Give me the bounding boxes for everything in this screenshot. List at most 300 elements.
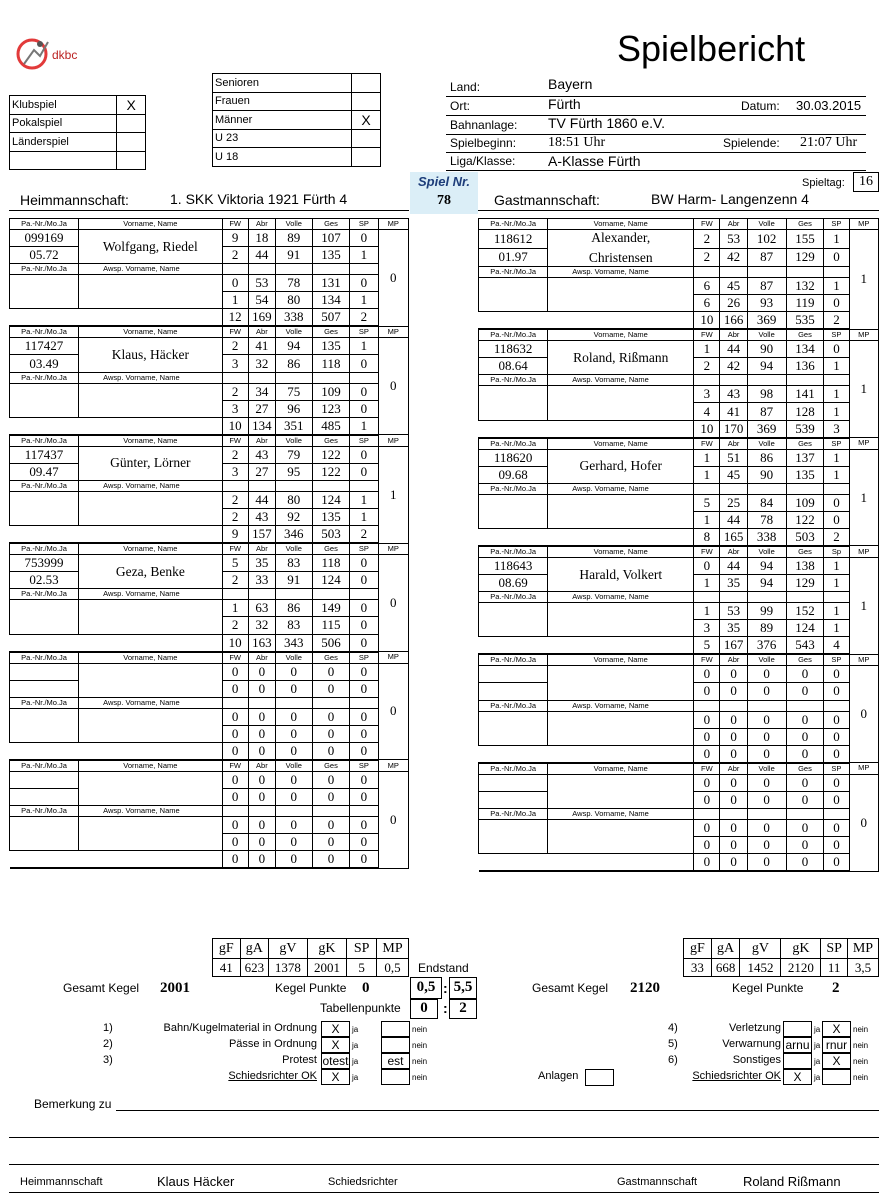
- sum-cell: 0: [312, 742, 350, 760]
- score-cell: 124: [312, 572, 350, 589]
- empty-cell: [786, 267, 824, 278]
- score-cell: 35: [248, 555, 275, 572]
- ja-checkbox[interactable]: [783, 1053, 812, 1069]
- check-number: 1): [103, 1022, 113, 1034]
- sum-cell: 167: [720, 637, 747, 655]
- score-cell: 2: [222, 617, 248, 634]
- empty-cell: [747, 592, 786, 603]
- totals-value: 11: [821, 959, 848, 977]
- col-header-abr: Abr: [720, 763, 747, 775]
- nein-label: nein: [853, 1025, 869, 1034]
- birth-year: 03.49: [10, 355, 79, 372]
- totals-value: 3,5: [847, 959, 878, 977]
- score-cell: 1: [824, 575, 849, 592]
- ja-label: ja: [352, 1073, 359, 1082]
- col-header-sp_alt: Sp: [824, 546, 849, 558]
- player-header-row: [479, 654, 879, 666]
- pass-number: 118620: [479, 449, 548, 466]
- score-cell: 5: [222, 555, 248, 572]
- sum-cell: 10: [222, 634, 248, 652]
- sum-cell: 0: [350, 742, 378, 760]
- col-header-ges: Ges: [786, 654, 824, 666]
- score-cell: 0: [350, 383, 378, 400]
- category-row: [213, 111, 381, 130]
- score-cell: 3: [694, 620, 720, 637]
- totals-value: 41: [213, 959, 241, 977]
- match-point: 0: [378, 771, 408, 868]
- player-row: [479, 449, 879, 466]
- score-cell: 5: [694, 494, 720, 511]
- empty-cell: [350, 806, 378, 817]
- score-cell: 149: [312, 600, 350, 617]
- score-cell: 0: [694, 836, 720, 853]
- pass-number: [10, 771, 79, 788]
- col-header-sp: SP: [350, 435, 378, 447]
- score-cell: 1: [350, 509, 378, 526]
- sum-cell: 0: [350, 634, 378, 652]
- empty-cell: [79, 851, 222, 869]
- check-label: Pässe in Ordnung: [228, 1038, 317, 1050]
- score-cell: 75: [275, 383, 312, 400]
- check-label: Sonstiges: [732, 1054, 781, 1066]
- col-header-volle: Volle: [275, 326, 312, 338]
- player-sum-row: [10, 526, 409, 544]
- empty-cell: [824, 808, 849, 819]
- score-cell: 25: [720, 494, 747, 511]
- nein-label: nein: [853, 1073, 869, 1082]
- score-cell: 44: [248, 247, 275, 264]
- col-header-volle: Volle: [747, 438, 786, 450]
- nein-checkbox[interactable]: rnur: [822, 1037, 851, 1053]
- col-header-ges: Ges: [786, 763, 824, 775]
- empty-cell: [479, 420, 548, 438]
- player-sum-row: [479, 637, 879, 655]
- score-cell: 0: [824, 774, 849, 791]
- score-cell: 134: [312, 292, 350, 309]
- ja-label: ja: [814, 1073, 821, 1082]
- col-header-fw: FW: [694, 763, 720, 775]
- score-cell: 1: [350, 292, 378, 309]
- empty-cell: [350, 589, 378, 600]
- score-cell: 129: [786, 575, 824, 592]
- nein-checkbox[interactable]: X: [822, 1021, 851, 1037]
- check-label: Schiedsrichter OK: [692, 1070, 781, 1082]
- sum-cell: 369: [747, 312, 786, 330]
- player-row: [10, 230, 409, 247]
- nein-checkbox[interactable]: [822, 1069, 851, 1085]
- empty-cell: [222, 372, 248, 383]
- ja-checkbox[interactable]: arnu: [783, 1037, 812, 1053]
- nein-checkbox[interactable]: X: [822, 1053, 851, 1069]
- score-cell: 132: [786, 278, 824, 295]
- empty-cell: [720, 375, 747, 386]
- ja-label: ja: [352, 1025, 359, 1034]
- game-type-checkbox[interactable]: [117, 151, 146, 170]
- score-cell: 129: [786, 248, 824, 267]
- player-header-row: [10, 760, 409, 772]
- col-header-ges: Ges: [786, 438, 824, 450]
- col-header-fw: FW: [222, 219, 248, 230]
- guest-kp-value: 2: [832, 980, 840, 996]
- sum-cell: 535: [786, 312, 824, 330]
- score-cell: 35: [720, 575, 747, 592]
- guest-gesamt-label: Gesamt Kegel: [532, 981, 609, 995]
- birth-year: [10, 680, 79, 697]
- col-header-ges: Ges: [312, 435, 350, 447]
- ja-checkbox[interactable]: [783, 1021, 812, 1037]
- score-cell: 0: [786, 666, 824, 683]
- category-checkbox[interactable]: X: [352, 111, 381, 130]
- ja-checkbox[interactable]: X: [321, 1069, 350, 1085]
- home-kp-label: Kegel Punkte: [275, 981, 347, 995]
- check-label: Schiedsrichter OK: [228, 1070, 317, 1082]
- col-header-pass: Pa.-Nr./Mo.Ja: [479, 267, 548, 278]
- game-type-checkbox[interactable]: [117, 114, 146, 133]
- spieltag-value: 16: [859, 174, 873, 189]
- match-point: 0: [849, 666, 878, 763]
- col-header-fw: FW: [694, 654, 720, 666]
- col-header-pass: Pa.-Nr./Mo.Ja: [479, 483, 548, 494]
- category-row: [213, 74, 381, 93]
- score-cell: 135: [312, 338, 350, 355]
- score-cell: 0: [824, 819, 849, 836]
- player-header-row: [10, 219, 409, 230]
- player-name-text: Gerhard, Hofer: [579, 458, 662, 474]
- score-cell: 0: [786, 774, 824, 791]
- sum-cell: 0: [275, 742, 312, 760]
- tp-label: Tabellenpunkte: [320, 1001, 401, 1015]
- score-cell: 0: [312, 663, 350, 680]
- sum-cell: 0: [312, 851, 350, 869]
- totals-label: gF: [684, 939, 712, 959]
- birth-year: 09.68: [479, 466, 548, 483]
- sum-cell: 2: [824, 312, 849, 330]
- score-cell: 155: [786, 230, 824, 249]
- check-label: Protest: [282, 1054, 317, 1066]
- sum-cell: 0: [694, 745, 720, 763]
- anlagen-label: Anlagen: [538, 1070, 579, 1082]
- score-cell: 0: [248, 663, 275, 680]
- nein-label: nein: [853, 1041, 869, 1050]
- score-cell: 0: [747, 666, 786, 683]
- empty-cell: [786, 483, 824, 494]
- pass-number: [479, 774, 548, 791]
- score-cell: 9: [222, 230, 248, 247]
- player-row: [479, 774, 879, 791]
- category-row: [213, 92, 381, 111]
- substitute-header-row: [10, 806, 409, 817]
- col-header-name: Vorname, Name: [79, 326, 222, 338]
- score-cell: 79: [275, 446, 312, 463]
- check-label: Verwarnung: [722, 1038, 781, 1050]
- substitute-pass: [479, 603, 548, 637]
- bahn-label: Bahnanlage:: [450, 118, 518, 132]
- empty-cell: [720, 483, 747, 494]
- col-header-pass: Pa.-Nr./Mo.Ja: [479, 592, 548, 603]
- col-header-volle: Volle: [747, 329, 786, 341]
- sum-cell: 539: [786, 420, 824, 438]
- substitute-pass: [479, 711, 548, 745]
- sum-cell: 0: [824, 745, 849, 763]
- col-header-mp: MP: [378, 760, 408, 772]
- score-cell: 1: [824, 278, 849, 295]
- totals-label: SP: [821, 939, 848, 959]
- score-cell: 2: [222, 446, 248, 463]
- birth-year: 08.64: [479, 358, 548, 375]
- empty-cell: [747, 483, 786, 494]
- score-cell: 1: [694, 511, 720, 528]
- sum-cell: 0: [786, 854, 824, 872]
- nein-checkbox[interactable]: est: [381, 1053, 410, 1069]
- sum-cell: 165: [720, 528, 747, 546]
- score-cell: 89: [275, 230, 312, 247]
- sum-cell: 343: [275, 634, 312, 652]
- substitute-header-row: [479, 375, 879, 386]
- player-row: [10, 446, 409, 463]
- score-cell: 0: [824, 666, 849, 683]
- ja-checkbox[interactable]: otest: [322, 1054, 349, 1068]
- score-cell: 0: [222, 725, 248, 742]
- col-header-fw: FW: [222, 543, 248, 555]
- player-sum-row: [479, 528, 879, 546]
- col-header-pass: Pa.-Nr./Mo.Ja: [10, 326, 79, 338]
- category-checkbox[interactable]: [352, 74, 381, 93]
- sum-cell: 338: [747, 528, 786, 546]
- match-point: 1: [849, 557, 878, 654]
- game-type-checkbox[interactable]: X: [117, 96, 146, 115]
- land-label: Land:: [450, 80, 481, 94]
- empty-cell: [548, 854, 694, 872]
- score-cell: 0: [694, 666, 720, 683]
- score-cell: 136: [786, 358, 824, 375]
- col-header-pass: Pa.-Nr./Mo.Ja: [479, 375, 548, 386]
- player-row: [479, 230, 879, 249]
- score-cell: 2: [222, 572, 248, 589]
- substitute-name: [548, 386, 694, 420]
- score-cell: 78: [275, 275, 312, 292]
- col-header-name: Vorname, Name: [79, 760, 222, 772]
- player-row: [479, 386, 879, 403]
- player-name: [79, 338, 222, 372]
- score-cell: 27: [248, 400, 275, 417]
- game-type-label: Pokalspiel: [10, 114, 117, 133]
- player-row: [479, 494, 879, 511]
- end-guest: 5,5: [453, 979, 473, 995]
- category-label: Frauen: [213, 92, 352, 111]
- col-header-pass: Pa.-Nr./Mo.Ja: [10, 543, 79, 555]
- substitute-name: [79, 383, 222, 417]
- ende-label: Spielende:: [723, 136, 780, 150]
- spielnr-value: 78: [437, 193, 451, 208]
- col-header-name: Vorname, Name: [548, 438, 694, 450]
- score-cell: 0: [694, 711, 720, 728]
- score-cell: 0: [350, 708, 378, 725]
- col-header-fw: FW: [222, 760, 248, 772]
- score-cell: 35: [720, 620, 747, 637]
- empty-cell: [10, 526, 79, 544]
- col-header-mp: MP: [378, 543, 408, 555]
- spielnr-label: Spiel Nr.: [417, 174, 471, 189]
- col-header-pass: Pa.-Nr./Mo.Ja: [479, 808, 548, 819]
- player-sum-row: [479, 420, 879, 438]
- col-header-mp: MP: [378, 326, 408, 338]
- empty-cell: [312, 372, 350, 383]
- col-header-ges: Ges: [312, 760, 350, 772]
- score-cell: 0: [312, 771, 350, 788]
- score-cell: 0: [350, 400, 378, 417]
- score-cell: 0: [720, 711, 747, 728]
- score-cell: 0: [222, 680, 248, 697]
- player-sum-row: [479, 854, 879, 872]
- score-cell: 83: [275, 617, 312, 634]
- totals-label: MP: [377, 939, 409, 959]
- score-cell: 0: [350, 680, 378, 697]
- match-point: 0: [378, 230, 408, 327]
- col-header-volle: Volle: [275, 543, 312, 555]
- category-checkbox[interactable]: [352, 148, 381, 167]
- totals-value-row: [213, 959, 409, 977]
- col-header-mp: MP: [378, 219, 408, 230]
- col-header-name: Vorname, Name: [548, 546, 694, 558]
- player-row: [10, 708, 409, 725]
- col-header-sub: Awsp. Vorname, Name: [79, 480, 222, 491]
- score-cell: 91: [275, 572, 312, 589]
- substitute-pass: [10, 491, 79, 525]
- player-name-text: Roland, Rißmann: [573, 349, 669, 365]
- score-cell: 0: [275, 663, 312, 680]
- score-cell: 1: [824, 603, 849, 620]
- col-header-abr: Abr: [248, 435, 275, 447]
- totals-value: 668: [711, 959, 740, 977]
- sum-cell: 10: [222, 417, 248, 435]
- player-name-text: Wolfgang, Riedel: [102, 238, 198, 254]
- match-point: 1: [849, 230, 878, 330]
- nein-checkbox[interactable]: [381, 1037, 410, 1053]
- empty-cell: [694, 267, 720, 278]
- score-cell: 0: [312, 834, 350, 851]
- substitute-pass: [10, 275, 79, 309]
- substitute-header-row: [10, 372, 409, 383]
- substitute-header-row: [479, 808, 879, 819]
- score-cell: 43: [720, 386, 747, 403]
- empty-cell: [248, 589, 275, 600]
- totals-value: 2120: [781, 959, 821, 977]
- substitute-pass: [10, 817, 79, 851]
- score-cell: 0: [747, 819, 786, 836]
- ja-checkbox[interactable]: X: [321, 1037, 350, 1053]
- ja-checkbox[interactable]: X: [783, 1069, 812, 1085]
- logo: [14, 34, 90, 74]
- score-cell: 0: [350, 663, 378, 680]
- substitute-name: [548, 603, 694, 637]
- player-header-row: [479, 219, 879, 230]
- totals-header-row: [213, 939, 409, 959]
- score-cell: 0: [694, 774, 720, 791]
- score-cell: 1: [824, 620, 849, 637]
- info-block: [446, 74, 866, 172]
- category-table: [212, 73, 381, 167]
- score-cell: 122: [312, 463, 350, 480]
- anlagen-box[interactable]: [585, 1069, 614, 1086]
- substitute-header-row: [10, 480, 409, 491]
- player-header-row: [10, 652, 409, 664]
- birth-year: 05.72: [10, 247, 79, 264]
- score-cell: 109: [312, 383, 350, 400]
- birth-year: 02.53: [10, 572, 79, 589]
- col-header-mp: MP: [849, 219, 878, 230]
- category-checkbox[interactable]: [352, 129, 381, 148]
- score-cell: 0: [824, 683, 849, 700]
- empty-cell: [548, 420, 694, 438]
- nein-checkbox[interactable]: [381, 1069, 410, 1085]
- sum-cell: 338: [275, 309, 312, 327]
- score-cell: 94: [275, 338, 312, 355]
- player-name: [548, 341, 694, 375]
- col-header-pass: Pa.-Nr./Mo.Ja: [479, 546, 548, 558]
- score-cell: 115: [312, 617, 350, 634]
- totals-label: gA: [711, 939, 740, 959]
- score-cell: 141: [786, 386, 824, 403]
- score-cell: 0: [248, 817, 275, 834]
- player-sum-row: [479, 312, 879, 330]
- datum-label: Datum:: [741, 99, 780, 113]
- score-cell: 0: [786, 728, 824, 745]
- score-cell: 0: [824, 511, 849, 528]
- ja-checkbox[interactable]: X: [321, 1021, 350, 1037]
- home-gesamt-value: 2001: [160, 980, 190, 996]
- sum-cell: 5: [694, 637, 720, 655]
- score-cell: 0: [694, 683, 720, 700]
- game-type-row: [10, 133, 146, 152]
- score-cell: 0: [275, 708, 312, 725]
- totals-value: 5: [347, 959, 377, 977]
- game-type-checkbox[interactable]: [117, 133, 146, 152]
- empty-cell: [275, 806, 312, 817]
- check-number: 5): [668, 1038, 678, 1050]
- substitute-name: [79, 600, 222, 634]
- totals-label: gV: [269, 939, 308, 959]
- player-lastname: Christensen: [588, 250, 653, 265]
- ja-label: ja: [352, 1057, 359, 1066]
- score-cell: 124: [786, 620, 824, 637]
- player-row: [10, 817, 409, 834]
- empty-cell: [275, 589, 312, 600]
- empty-cell: [548, 637, 694, 655]
- score-cell: 0: [350, 834, 378, 851]
- col-header-mp: MP: [849, 438, 878, 450]
- col-header-name: Vorname, Name: [79, 435, 222, 447]
- player-sum-row: [10, 851, 409, 869]
- score-cell: 90: [747, 341, 786, 358]
- player-row: [10, 491, 409, 508]
- empty-cell: [10, 851, 79, 869]
- score-cell: 1: [694, 449, 720, 466]
- score-cell: 0: [312, 817, 350, 834]
- nein-checkbox[interactable]: [381, 1021, 410, 1037]
- totals-label: SP: [347, 939, 377, 959]
- empty-cell: [275, 480, 312, 491]
- score-cell: 135: [312, 509, 350, 526]
- score-cell: 0: [747, 728, 786, 745]
- score-cell: 53: [720, 230, 747, 249]
- col-header-fw: FW: [694, 329, 720, 341]
- col-header-abr: Abr: [720, 546, 747, 558]
- score-cell: 45: [720, 278, 747, 295]
- substitute-header-row: [479, 267, 879, 278]
- category-checkbox[interactable]: [352, 92, 381, 111]
- score-cell: 0: [786, 683, 824, 700]
- score-cell: 2: [694, 358, 720, 375]
